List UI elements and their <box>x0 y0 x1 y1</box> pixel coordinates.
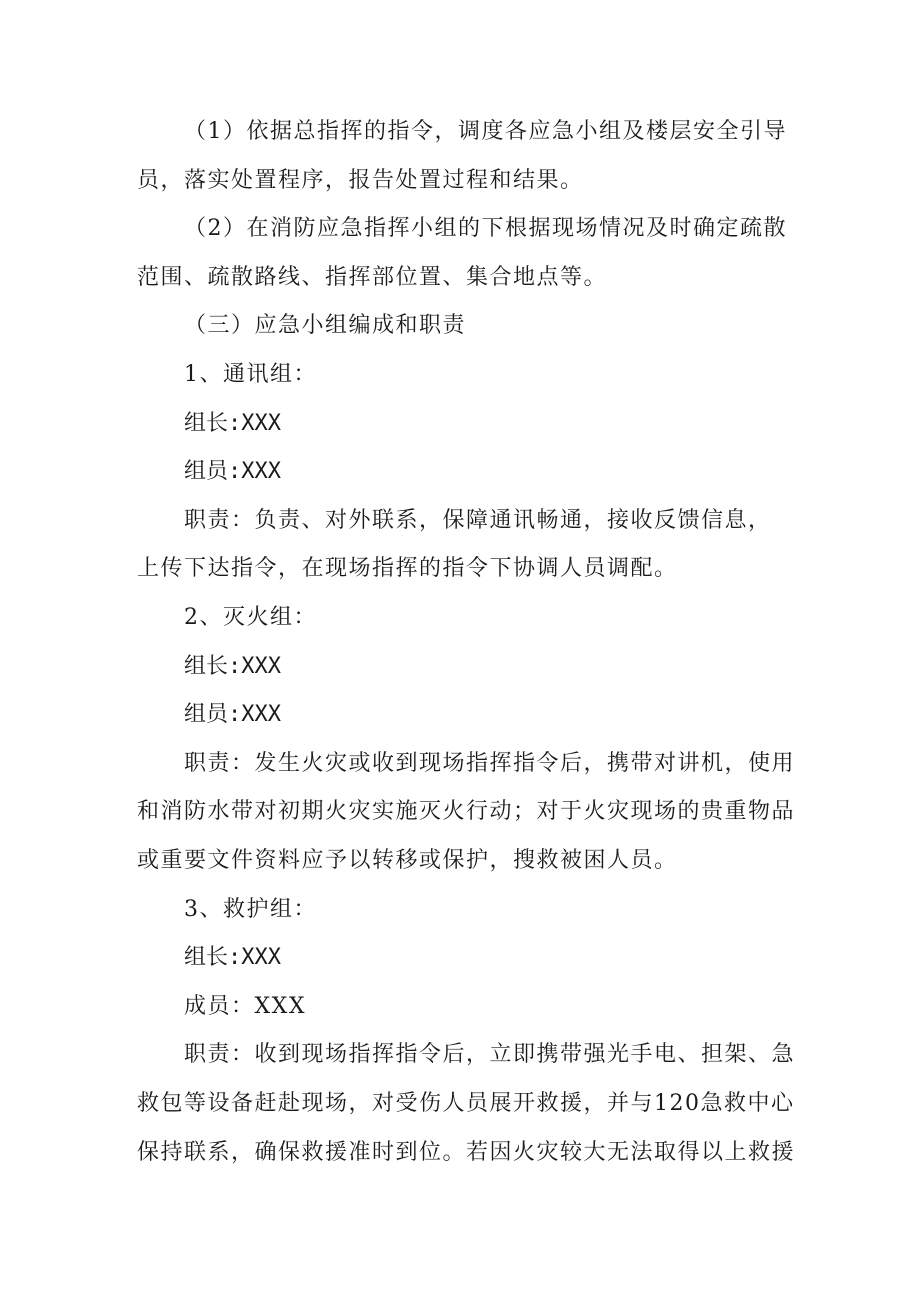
duty-line: 职责：发生火灾或收到现场指挥指令后，携带对讲机，使用 <box>184 751 796 776</box>
group-member-line: 组员:XXX <box>184 459 281 484</box>
group-heading-rescue: 3、救护组： <box>184 897 317 922</box>
paragraph-line: 员，落实处置程序，报告处置过程和结果。 <box>137 168 584 193</box>
paragraph-line: （1）依据总指挥的指令，调度各应急小组及楼层安全引导 <box>184 119 787 144</box>
paragraph-line: 范围、疏散路线、指挥部位置、集合地点等。 <box>137 265 608 290</box>
group-member-line: 组员:XXX <box>184 702 281 727</box>
group-leader-line: 组长:XXX <box>184 654 281 679</box>
duty-line: 保持联系，确保救援准时到位。若因火灾较大无法取得以上救援 <box>137 1140 796 1165</box>
group-leader-line: 组长:XXX <box>184 411 281 436</box>
paragraph-line: （2）在消防应急指挥小组的下根据现场情况及时确定疏散 <box>184 216 787 241</box>
duty-line: 职责：收到现场指挥指令后，立即携带强光手电、担架、急 <box>184 1042 796 1067</box>
duty-line: 或重要文件资料应予以转移或保护，搜救被困人员。 <box>137 848 678 873</box>
duty-line: 救包等设备赶赴现场，对受伤人员展开救援，并与120急救中心 <box>137 1091 795 1116</box>
group-member-line: 成员：XXX <box>184 994 306 1019</box>
duty-line: 职责：负责、对外联系，保障通讯畅通，接收反馈信息， <box>184 508 772 533</box>
section-heading: （三）应急小组编成和职责 <box>184 313 467 338</box>
duty-line: 和消防水带对初期火灾实施灭火行动；对于火灾现场的贵重物品 <box>137 799 796 824</box>
group-leader-line: 组长:XXX <box>184 945 281 970</box>
duty-line: 上传下达指令，在现场指挥的指令下协调人员调配。 <box>137 556 678 581</box>
group-heading-communication: 1、通讯组： <box>184 362 317 387</box>
group-heading-firefighting: 2、灭火组： <box>184 605 317 630</box>
